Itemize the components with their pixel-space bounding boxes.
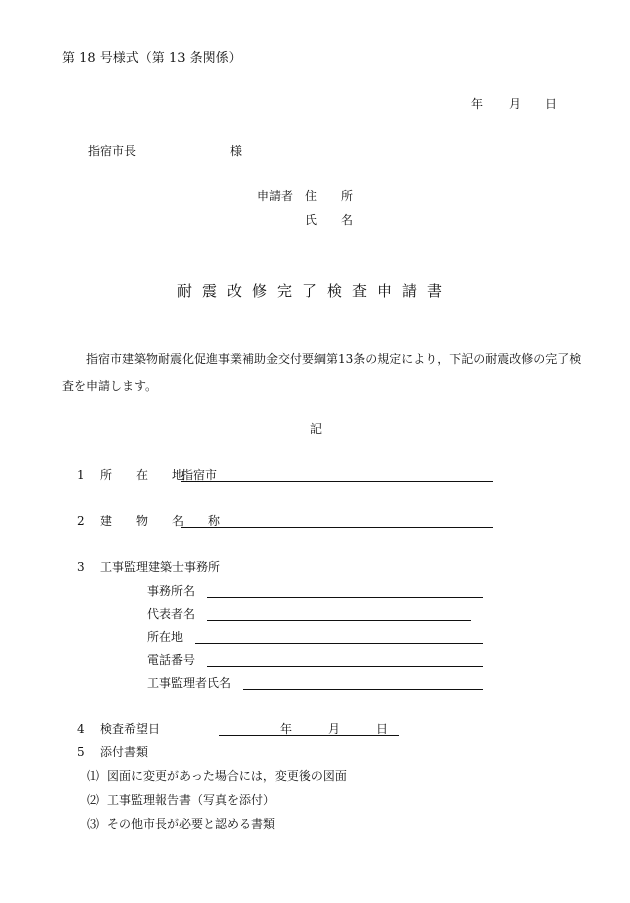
form-number: 第 18 号様式（第 13 条関係） [62, 51, 242, 66]
item3-phone-label: 電話番号 [147, 653, 196, 667]
item4-month-label: 月 [328, 722, 341, 736]
item3-location-label: 所在地 [147, 630, 184, 644]
item4-number: 4 [77, 722, 85, 736]
attachment-2-text: 工事監理報告書（写真を添付） [107, 793, 276, 807]
item1-value: 指宿市 [181, 468, 218, 482]
item2-underline[interactable] [181, 527, 493, 528]
item1-number: 1 [77, 468, 85, 482]
item3-office-name-underline[interactable] [207, 597, 483, 598]
item4-day-label: 日 [376, 722, 389, 736]
item3-representative-underline[interactable] [207, 620, 471, 621]
addressee-honorific: 様 [230, 144, 243, 158]
attachment-3-text: その他市長が必要と認める書類 [107, 817, 276, 831]
item4-date-underline[interactable] [219, 735, 399, 736]
item3-supervisor-underline[interactable] [243, 689, 483, 690]
item5-label: 添付書類 [100, 745, 149, 759]
item3-label: 工事監理建築士事務所 [100, 560, 221, 574]
document-title: 耐震改修完了検査申請書 [177, 282, 453, 300]
item1-label: 所 在 地 [100, 468, 185, 482]
ki-heading: 記 [310, 422, 323, 436]
item5-number: 5 [77, 745, 85, 759]
date-month-label: 月 [509, 97, 522, 111]
item4-year-label: 年 [280, 722, 293, 736]
date-year-label: 年 [471, 97, 484, 111]
attachment-1-text: 図面に変更があった場合には，変更後の図面 [107, 769, 347, 783]
attachment-3-number: ⑶ [87, 817, 100, 831]
item1-underline[interactable] [181, 481, 493, 482]
item2-label: 建 物 名 称 [100, 514, 227, 528]
item3-location-underline[interactable] [195, 643, 483, 644]
item4-label: 検査希望日 [100, 722, 161, 736]
addressee-name: 指宿市長 [88, 144, 137, 158]
applicant-label: 申請者 [257, 189, 294, 203]
date-day-label: 日 [545, 97, 558, 111]
item3-phone-underline[interactable] [207, 666, 483, 667]
item3-representative-label: 代表者名 [147, 607, 196, 621]
attachment-1-number: ⑴ [87, 769, 100, 783]
item2-number: 2 [77, 514, 85, 528]
applicant-address-label: 住 所 [305, 189, 354, 203]
item3-office-name-label: 事務所名 [147, 584, 196, 598]
applicant-name-label: 氏 名 [305, 213, 354, 227]
body-paragraph: 指宿市建築物耐震化促進事業補助金交付要綱第13条の規定により，下記の耐震改修の完了検査を申請します。 [62, 352, 582, 393]
attachment-2-number: ⑵ [87, 793, 100, 807]
item3-number: 3 [77, 560, 85, 574]
item3-supervisor-label: 工事監理者氏名 [147, 676, 232, 690]
